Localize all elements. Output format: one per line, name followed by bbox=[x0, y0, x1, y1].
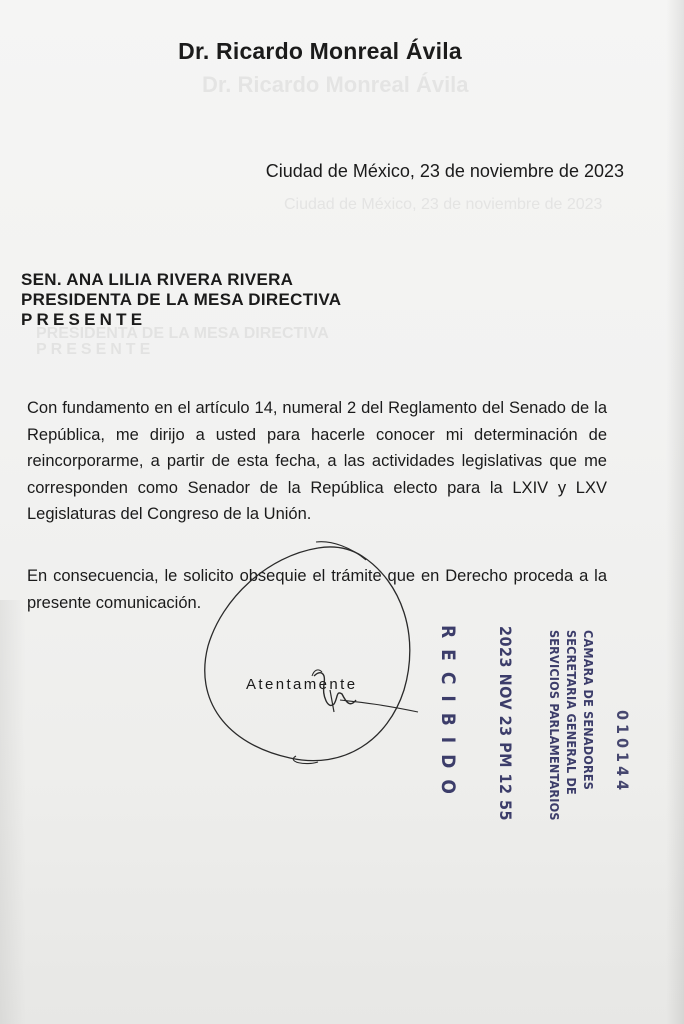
body-paragraph-2: En consecuencia, le solicito obsequie el trámite que en Derecho proceda a la presente comunicación. bbox=[27, 567, 607, 612]
page-edge-shadow bbox=[666, 0, 684, 1024]
bleed-through-date: Ciudad de México, 23 de noviembre de 2023 bbox=[284, 196, 603, 213]
date-line: Ciudad de México, 23 de noviembre de 2023 bbox=[265, 161, 624, 181]
bleed-through-name: Dr. Ricardo Monreal Ávila bbox=[202, 72, 469, 97]
stamp-received: RECIBIDO bbox=[437, 625, 459, 805]
stamp-institution-line3: SERVICIOS PARLAMENTARIOS bbox=[547, 630, 562, 821]
recipient-presente: PRESENTE bbox=[21, 310, 147, 329]
letterhead-name: Dr. Ricardo Monreal Ávila bbox=[178, 38, 462, 64]
stamp-institution bbox=[546, 630, 597, 821]
stamp-folio-number: 010144 bbox=[613, 710, 632, 795]
body-paragraph-1: Con fundamento en el artículo 14, numeral 2 del Reglamento del Senado de la República, me dirijo a usted para hacerle conocer mi determinación de reincorporarme, a partir de esta fecha, a las actividades legislativas que me corresponden como Senador de la República electo para la LXIV y LXV Legislaturas del Congreso de la Unión. bbox=[27, 399, 607, 523]
stamp-institution-line2: SECRETARIA GENERAL DE bbox=[564, 630, 579, 795]
bleed-through-recipient-line: PRESIDENTA DE LA MESA DIRECTIVA bbox=[36, 325, 329, 342]
closing-salutation: Atentamente bbox=[246, 676, 358, 693]
stamp-datetime: 2023 NOV 23 PM 12 55 bbox=[496, 626, 515, 822]
recipient-name: SEN. ANA LILIA RIVERA RIVERA bbox=[21, 270, 294, 289]
page-left-shade bbox=[0, 600, 26, 1024]
stamp-institution-line1: CAMARA DE SENADORES bbox=[581, 630, 596, 791]
bleed-through-presente: PRESENTE bbox=[36, 341, 155, 358]
recipient-title: PRESIDENTA DE LA MESA DIRECTIVA bbox=[21, 290, 342, 309]
